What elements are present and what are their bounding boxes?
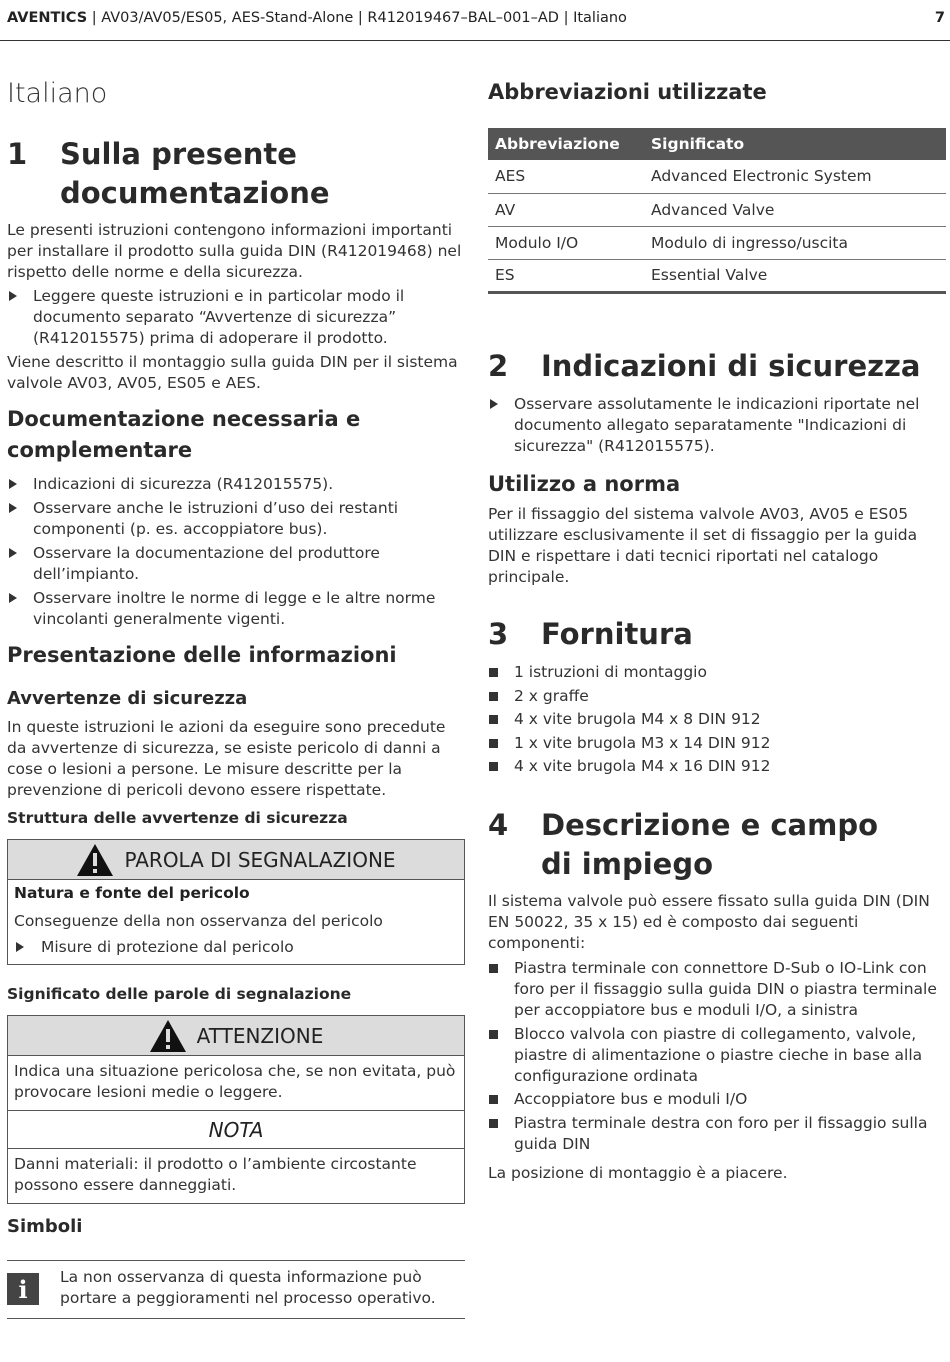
section-1-heading <box>7 135 462 213</box>
warning-triangle-icon <box>149 1019 187 1053</box>
symbols-heading: Simboli <box>7 1216 83 1237</box>
list-item: Osservare anche le istruzioni d’uso dei restanti componenti (p. es. accoppiatore bus). <box>7 498 462 540</box>
attenzione-text: Indica una situazione pericolosa che, se non evitata, può provocare lesioni medie o leggere. <box>14 1062 456 1101</box>
section-1-intro: Le presenti istruzioni contengono informazioni importanti per installare il prodotto sulla guida DIN (R412019468) nel rispetto delle norme e della sicurezza. <box>7 221 462 281</box>
table-cell: Advanced Electronic System <box>644 160 946 193</box>
list-item: 4 x vite brugola M4 x 8 DIN 912 <box>488 709 946 730</box>
hazard-measure: Misure di protezione dal pericolo <box>8 937 464 958</box>
square-bullet-icon <box>489 692 498 701</box>
square-bullet-icon <box>489 1095 498 1104</box>
table-row <box>488 226 946 259</box>
info-text: La non osservanza di questa informazione può portare a peggioramenti nel processo operativo. <box>60 1268 436 1307</box>
triangle-bullet-icon <box>9 479 17 489</box>
header-rule <box>0 40 950 41</box>
list-item: Osservare assolutamente le indicazioni riportate nel documento allegato separatamente "Indicazioni di sicurezza" (R412015575). <box>488 394 946 457</box>
square-bullet-icon <box>489 964 498 973</box>
structure-heading: Struttura delle avvertenze di sicurezza <box>7 809 348 827</box>
signal-word-header <box>8 840 464 880</box>
square-bullet-icon <box>489 668 498 677</box>
section-1-bullets <box>7 286 462 352</box>
section-1-description: Viene descritto il montaggio sulla guida DIN per il sistema valvole AV03, AV05, ES05 e AES. <box>7 353 458 392</box>
signal-word: PAROLA DI SEGNALAZIONE <box>124 847 396 872</box>
table-row <box>488 160 946 193</box>
section-2-bullets <box>488 394 946 460</box>
section-3-heading <box>488 615 946 654</box>
section-number: 3 <box>488 617 509 651</box>
table-cell: AES <box>488 160 644 193</box>
running-header <box>7 10 945 26</box>
language-heading: Italiano <box>7 78 108 109</box>
warnings-text: In queste istruzioni le azioni da eseguire sono precedute da avvertenze di sicurezza, se esiste pericolo di danni a cose o lesioni a persone. Le misure descritte per la prevenzione di pericoli devono essere rispettate. <box>7 718 446 799</box>
section-2-heading <box>488 347 946 386</box>
section-title: Descrizione e campo di impiego <box>541 808 879 881</box>
list-item: Accoppiatore bus e moduli I/O <box>488 1089 946 1110</box>
table-cell: Modulo I/O <box>488 226 644 259</box>
warnings-heading: Avvertenze di sicurezza <box>7 688 248 709</box>
header-details: | AV03/AV05/ES05, AES-Stand-Alone | R412019467–BAL–001–AD | Italiano <box>87 10 627 26</box>
delivery-list <box>488 662 946 780</box>
section-number: 4 <box>488 808 509 842</box>
triangle-bullet-icon <box>16 942 24 952</box>
info-icon: i <box>7 1273 39 1305</box>
list-item: 2 x graffe <box>488 686 946 707</box>
warning-structure-box <box>7 839 465 965</box>
triangle-bullet-icon <box>9 548 17 558</box>
section-title: Sulla presente documentazione <box>60 137 330 210</box>
info-symbol-row <box>7 1260 465 1319</box>
triangle-bullet-icon <box>490 399 498 409</box>
square-bullet-icon <box>489 762 498 771</box>
hazard-nature: Natura e fonte del pericolo <box>14 884 250 902</box>
presentation-heading: Presentazione delle informazioni <box>7 643 397 667</box>
section-title: Fornitura <box>541 617 693 651</box>
triangle-bullet-icon <box>9 291 17 301</box>
components-list <box>488 958 946 1157</box>
section-number: 1 <box>7 137 28 171</box>
abbreviations-heading: Abbreviazioni utilizzate <box>488 80 767 104</box>
section-number: 2 <box>488 349 509 383</box>
list-item: Piastra terminale destra con foro per il fissaggio sulla guida DIN <box>488 1113 946 1155</box>
square-bullet-icon <box>489 739 498 748</box>
section-4-intro: Il sistema valvole può essere fissato sulla guida DIN (DIN EN 50022, 35 x 15) ed è composto dai seguenti componenti: <box>488 892 930 952</box>
square-bullet-icon <box>489 715 498 724</box>
table-cell: Essential Valve <box>644 259 946 292</box>
table-cell: ES <box>488 259 644 292</box>
list-item: Osservare inoltre le norme di legge e le altre norme vincolanti generalmente vigenti. <box>7 588 462 630</box>
nota-text: Danni materiali: il prodotto o l’ambiente circostante possono essere danneggiati. <box>14 1155 417 1194</box>
list-item: Osservare la documentazione del produttore dell’impianto. <box>7 543 462 585</box>
table-cell: Advanced Valve <box>644 193 946 226</box>
signal-word-attenzione: ATTENZIONE <box>196 1023 324 1048</box>
square-bullet-icon <box>489 1030 498 1039</box>
intended-use-text: Per il fissaggio del sistema valvole AV03, AV05 e ES05 utilizzare esclusivamente il set di fissaggio per la guida DIN e rispettare i dati tecnici riportati nel catalogo principale. <box>488 505 918 586</box>
list-item: Indicazioni di sicurezza (R412015575). <box>7 474 462 495</box>
square-bullet-icon <box>489 1119 498 1128</box>
table-header-row <box>488 128 946 160</box>
list-item: 1 istruzioni di montaggio <box>488 662 946 683</box>
attenzione-header <box>8 1016 464 1056</box>
header-brand: AVENTICS <box>7 10 88 26</box>
list-item: Piastra terminale con connettore D-Sub o IO-Link con foro per il fissaggio sulla guida DIN o piastra terminale per accoppiatore bus e moduli I/O, a sinistra <box>488 958 946 1021</box>
abbreviations-table <box>488 128 946 294</box>
section-4-heading <box>488 806 946 884</box>
intended-use-heading: Utilizzo a norma <box>488 472 681 496</box>
signal-words-heading: Significato delle parole di segnalazione <box>7 985 352 1003</box>
table-row <box>488 259 946 292</box>
list-item: 4 x vite brugola M4 x 16 DIN 912 <box>488 756 946 777</box>
section-4-outro: La posizione di montaggio è a piacere. <box>488 1164 788 1182</box>
triangle-bullet-icon <box>9 503 17 513</box>
section-title: Indicazioni di sicurezza <box>541 349 921 383</box>
page-number: 7 <box>934 10 945 26</box>
table-row <box>488 193 946 226</box>
list-item: 1 x vite brugola M3 x 14 DIN 912 <box>488 733 946 754</box>
signal-words-box <box>7 1015 465 1204</box>
docs-list <box>7 474 462 633</box>
hazard-consequence: Conseguenze della non osservanza del pericolo <box>14 912 383 930</box>
column-header: Significato <box>644 128 946 160</box>
triangle-bullet-icon <box>9 593 17 603</box>
warning-triangle-icon <box>76 843 114 877</box>
column-header: Abbreviazione <box>488 128 644 160</box>
table-cell: AV <box>488 193 644 226</box>
docs-heading: Documentazione necessaria e complementare <box>7 407 361 462</box>
list-item: Leggere queste istruzioni e in particolar modo il documento separato “Avvertenze di sicurezza” (R412015575) prima di adoperare il prodotto. <box>7 286 462 349</box>
list-item: Blocco valvola con piastre di collegamento, valvole, piastre di alimentazione o piastre cieche in base alla configurazione ordinata <box>488 1024 946 1087</box>
table-cell: Modulo di ingresso/uscita <box>644 226 946 259</box>
nota-header: NOTA <box>8 1111 464 1149</box>
